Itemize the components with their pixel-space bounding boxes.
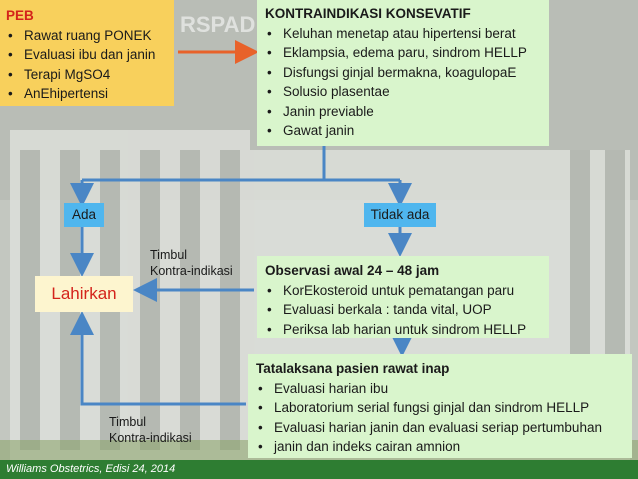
list-item: • Eklampsia, edema paru, sindrom HELLP bbox=[265, 43, 549, 63]
peb-title: PEB bbox=[6, 8, 34, 23]
note-line: Timbul bbox=[109, 415, 147, 429]
kontraindikasi-list bbox=[265, 24, 549, 141]
peb-box bbox=[0, 0, 174, 106]
list-item: • KorEkosteroid untuk pematangan paru bbox=[265, 281, 549, 301]
tatalaksana-box bbox=[248, 354, 632, 458]
list-item: • Rawat ruang PONEK bbox=[6, 26, 174, 46]
note-timbul-kontraindikasi-lower bbox=[109, 414, 192, 446]
list-item: • Janin previable bbox=[265, 102, 549, 122]
observasi-box bbox=[257, 256, 549, 338]
kontraindikasi-box bbox=[257, 0, 549, 146]
note-line: Kontra-indikasi bbox=[109, 431, 192, 445]
peb-list bbox=[6, 26, 174, 104]
list-item: • Evaluasi harian ibu bbox=[256, 379, 632, 399]
list-item: • Solusio plasentae bbox=[265, 82, 549, 102]
note-line: Kontra-indikasi bbox=[150, 264, 233, 278]
tatalaksana-list bbox=[256, 379, 632, 457]
list-item: • Gawat janin bbox=[265, 121, 549, 141]
list-item: • Laboratorium serial fungsi ginjal dan sindrom HELLP bbox=[256, 398, 632, 418]
list-item: • Evaluasi ibu dan janin bbox=[6, 45, 174, 65]
branch-ada-label: Ada bbox=[64, 203, 104, 227]
list-item: • Keluhan menetap atau hipertensi berat bbox=[265, 24, 549, 44]
kontraindikasi-title: KONTRAINDIKASI KONSEVATIF bbox=[265, 6, 471, 21]
list-item: • Periksa lab harian untuk sindrom HELLP bbox=[265, 320, 549, 340]
list-item: • Evaluasi harian janin dan evaluasi seriap pertumbuhan bbox=[256, 418, 632, 438]
list-item: • Evaluasi berkala : tanda vital, UOP bbox=[265, 300, 549, 320]
observasi-list bbox=[265, 281, 549, 340]
list-item: • janin dan indeks cairan amnion bbox=[256, 437, 632, 457]
tatalaksana-title: Tatalaksana pasien rawat inap bbox=[256, 361, 450, 376]
branch-tidak-ada-label: Tidak ada bbox=[364, 203, 436, 227]
list-item: • AnEhipertensi bbox=[6, 84, 174, 104]
list-item: • Disfungsi ginjal bermakna, koagulopaE bbox=[265, 63, 549, 83]
lahirkan-box: Lahirkan bbox=[35, 276, 133, 312]
note-line: Timbul bbox=[150, 248, 188, 262]
list-item: • Terapi MgSO4 bbox=[6, 65, 174, 85]
background-sign-text: RSPAD bbox=[180, 12, 256, 37]
note-timbul-kontraindikasi-upper bbox=[150, 247, 233, 279]
footer-citation: Williams Obstetrics, Edisi 24, 2014 bbox=[0, 460, 638, 479]
observasi-title: Observasi awal 24 – 48 jam bbox=[265, 263, 440, 278]
